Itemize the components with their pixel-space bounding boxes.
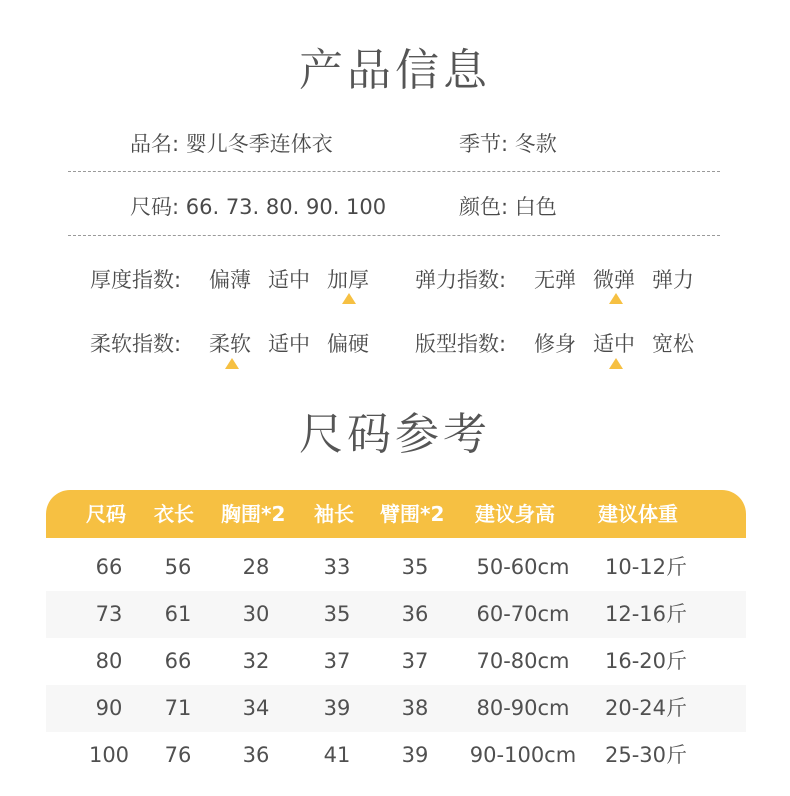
dashed-divider [68,235,720,236]
table-cell: 25-30斤 [604,743,688,767]
table-cell: 36 [401,602,429,626]
column-header: 尺码 [86,502,126,526]
index-label: 厚度指数: [90,268,182,292]
column-header: 臂围*2 [380,502,445,526]
table-cell: 35 [401,555,429,579]
table-cell: 37 [401,649,429,673]
table-cell: 39 [401,743,429,767]
product-sizes: 尺码: 66. 73. 80. 90. 100 [130,195,387,219]
table-cell: 20-24斤 [604,696,688,720]
column-header: 胸围*2 [221,502,286,526]
index-label: 柔软指数: [90,332,182,356]
table-cell: 30 [242,602,270,626]
table-cell: 100 [88,743,130,767]
table-cell: 39 [323,696,351,720]
index-label: 版型指数: [415,332,507,356]
table-cell: 66 [95,555,123,579]
index-option: 修身 [534,332,576,356]
selection-marker-icon [609,358,623,369]
table-cell: 12-16斤 [604,602,688,626]
table-cell: 56 [164,555,192,579]
table-cell: 90 [95,696,123,720]
column-header: 衣长 [154,502,194,526]
column-header: 袖长 [314,502,354,526]
table-cell: 76 [164,743,192,767]
table-cell: 60-70cm [476,602,570,626]
index-option-selected: 微弹 [593,268,635,292]
table-row [46,591,746,638]
table-cell: 35 [323,602,351,626]
index-option: 弹力 [652,268,694,292]
table-cell: 38 [401,696,429,720]
index-option-selected: 加厚 [327,268,369,292]
column-header: 建议身高 [475,502,555,526]
index-option: 适中 [268,268,310,292]
table-cell: 80-90cm [476,696,570,720]
table-cell: 41 [323,743,351,767]
index-option: 适中 [268,332,310,356]
table-cell: 37 [323,649,351,673]
index-option: 偏薄 [209,268,251,292]
table-cell: 16-20斤 [604,649,688,673]
index-option: 宽松 [652,332,694,356]
index-option: 偏硬 [327,332,369,356]
index-option-selected: 柔软 [209,332,251,356]
table-cell: 73 [95,602,123,626]
product-name: 品名: 婴儿冬季连体衣 [130,132,333,156]
column-header: 建议体重 [598,502,678,526]
table-row [46,544,746,591]
table-row [46,638,746,685]
size-chart-title: 尺码参考 [299,409,491,460]
table-row [46,685,746,732]
table-cell: 34 [242,696,270,720]
table-cell: 90-100cm [469,743,577,767]
table-cell: 61 [164,602,192,626]
product-color: 颜色: 白色 [459,195,557,219]
table-row [46,732,746,779]
table-cell: 28 [242,555,270,579]
selection-marker-icon [225,358,239,369]
table-cell: 10-12斤 [604,555,688,579]
table-cell: 36 [242,743,270,767]
table-cell: 66 [164,649,192,673]
index-option-selected: 适中 [593,332,635,356]
table-cell: 32 [242,649,270,673]
table-cell: 33 [323,555,351,579]
selection-marker-icon [342,293,356,304]
table-cell: 50-60cm [476,555,570,579]
table-cell: 80 [95,649,123,673]
product-season: 季节: 冬款 [459,132,557,156]
table-cell: 71 [164,696,192,720]
size-table-header [46,490,746,538]
index-option: 无弹 [534,268,576,292]
index-label: 弹力指数: [415,268,507,292]
product-info-title: 产品信息 [299,45,491,96]
table-cell: 70-80cm [476,649,570,673]
dashed-divider [68,171,720,172]
selection-marker-icon [609,293,623,304]
